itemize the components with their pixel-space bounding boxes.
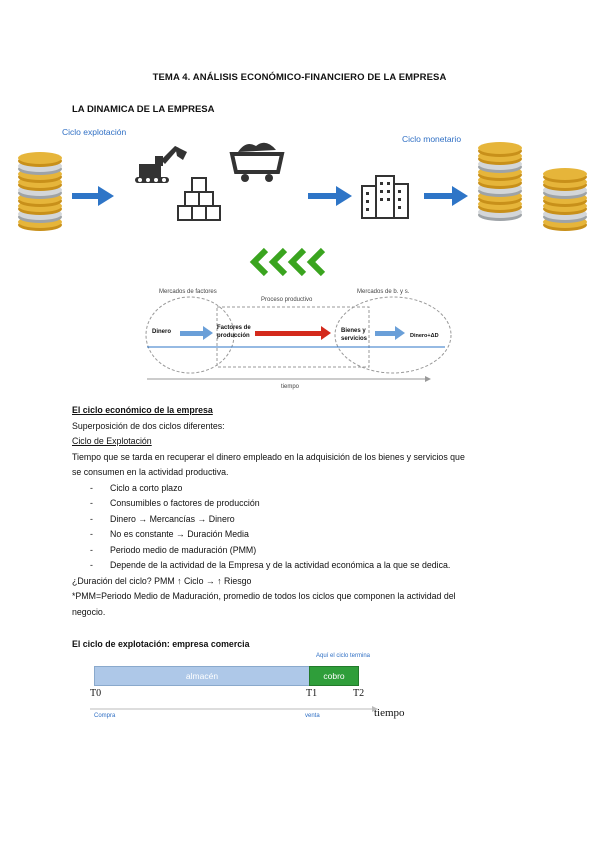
footnote: *PMM=Periodo Medio de Maduración, promedio de todos los ciclos que componen la actividad del — [72, 591, 456, 601]
mine-cart-icon — [232, 143, 282, 182]
coins-icon — [478, 142, 522, 221]
factores-line-1: Factores de — [217, 325, 251, 331]
list-item: - Depende de la actividad de la Empresa y de la actividad económica a la que se dedica. — [90, 558, 542, 574]
section-ciclo-economico — [72, 403, 542, 620]
arrow-right-icon — [424, 186, 468, 206]
tiempo-axis-label: tiempo — [374, 707, 405, 719]
page-title: TEMA 4. ANÁLISIS ECONÓMICO-FINANCIERO DE LA EMPRESA — [152, 72, 447, 83]
venta-label: venta — [305, 713, 320, 719]
coins-icon — [18, 152, 62, 231]
boxes-icon — [178, 178, 220, 220]
dinero-label: Dinero — [152, 329, 172, 335]
list-item: - Periodo medio de maduración (PMM) — [90, 543, 542, 559]
mercados-factores-label: Mercados de factores — [159, 289, 217, 295]
arrow-right-icon — [308, 186, 352, 206]
tiempo-label: tiempo — [281, 384, 300, 390]
mercados-bys-label: Mercados de b. y s. — [357, 289, 410, 295]
factores-line-2: producción — [217, 333, 250, 339]
factores-label — [217, 324, 251, 340]
arrow-right-icon — [72, 186, 114, 206]
bienes-label — [341, 327, 367, 343]
subheading: Ciclo de Explotación — [72, 436, 152, 446]
footnote: negocio. — [72, 606, 106, 617]
t0-label: T0 — [90, 688, 102, 699]
question-line: ¿Duración del ciclo? PMM ↑ Ciclo → ↑ Riesgo — [72, 575, 252, 586]
section-heading: El ciclo económico de la empresa — [72, 405, 213, 415]
top-note: Aquí el ciclo termina — [316, 653, 371, 659]
dinero-delta-label: Dinero+ΔD — [410, 333, 439, 339]
production-process-diagram — [145, 283, 455, 393]
coins-icon — [543, 168, 587, 231]
list-item: - Dinero → Mercancías → Dinero — [90, 512, 542, 528]
cobro-label: cobro — [323, 671, 345, 681]
proceso-productivo-label: Proceso productivo — [261, 297, 313, 303]
list-item: - Ciclo a corto plazo — [90, 481, 542, 497]
paragraph: Superposición de dos ciclos diferentes: — [72, 420, 225, 431]
bullet-list — [90, 481, 542, 574]
timeline-axis — [90, 705, 380, 713]
bienes-line-1: Bienes y — [341, 328, 366, 334]
almacen-label: almacén — [185, 671, 219, 681]
list-item: - No es constante → Duración Media — [90, 527, 542, 543]
t1-label: T1 — [306, 688, 318, 699]
chevrons-left-icon — [254, 250, 323, 274]
business-cycle-figure — [0, 120, 599, 285]
buildings-icon — [362, 176, 408, 218]
bienes-line-2: servicios — [341, 336, 368, 342]
section-heading: El ciclo de explotación: empresa comercia — [72, 639, 250, 649]
paragraph: Tiempo que se tarda en recuperar el dinero empleado en la adquisición de los bienes y servicios que — [72, 451, 465, 462]
ciclo-explotacion-label: Ciclo explotación — [62, 127, 127, 137]
compra-label: Compra — [94, 713, 116, 719]
excavator-icon — [135, 146, 187, 183]
ciclo-monetario-label: Ciclo monetario — [402, 134, 462, 144]
list-item: - Consumibles o factores de producción — [90, 496, 542, 512]
almacen-bar — [94, 666, 310, 686]
cobro-bar — [309, 666, 359, 686]
t2-label: T2 — [353, 688, 365, 699]
paragraph: se consumen en la actividad productiva. — [72, 467, 229, 477]
section-title: LA DINAMICA DE LA EMPRESA — [72, 104, 215, 115]
